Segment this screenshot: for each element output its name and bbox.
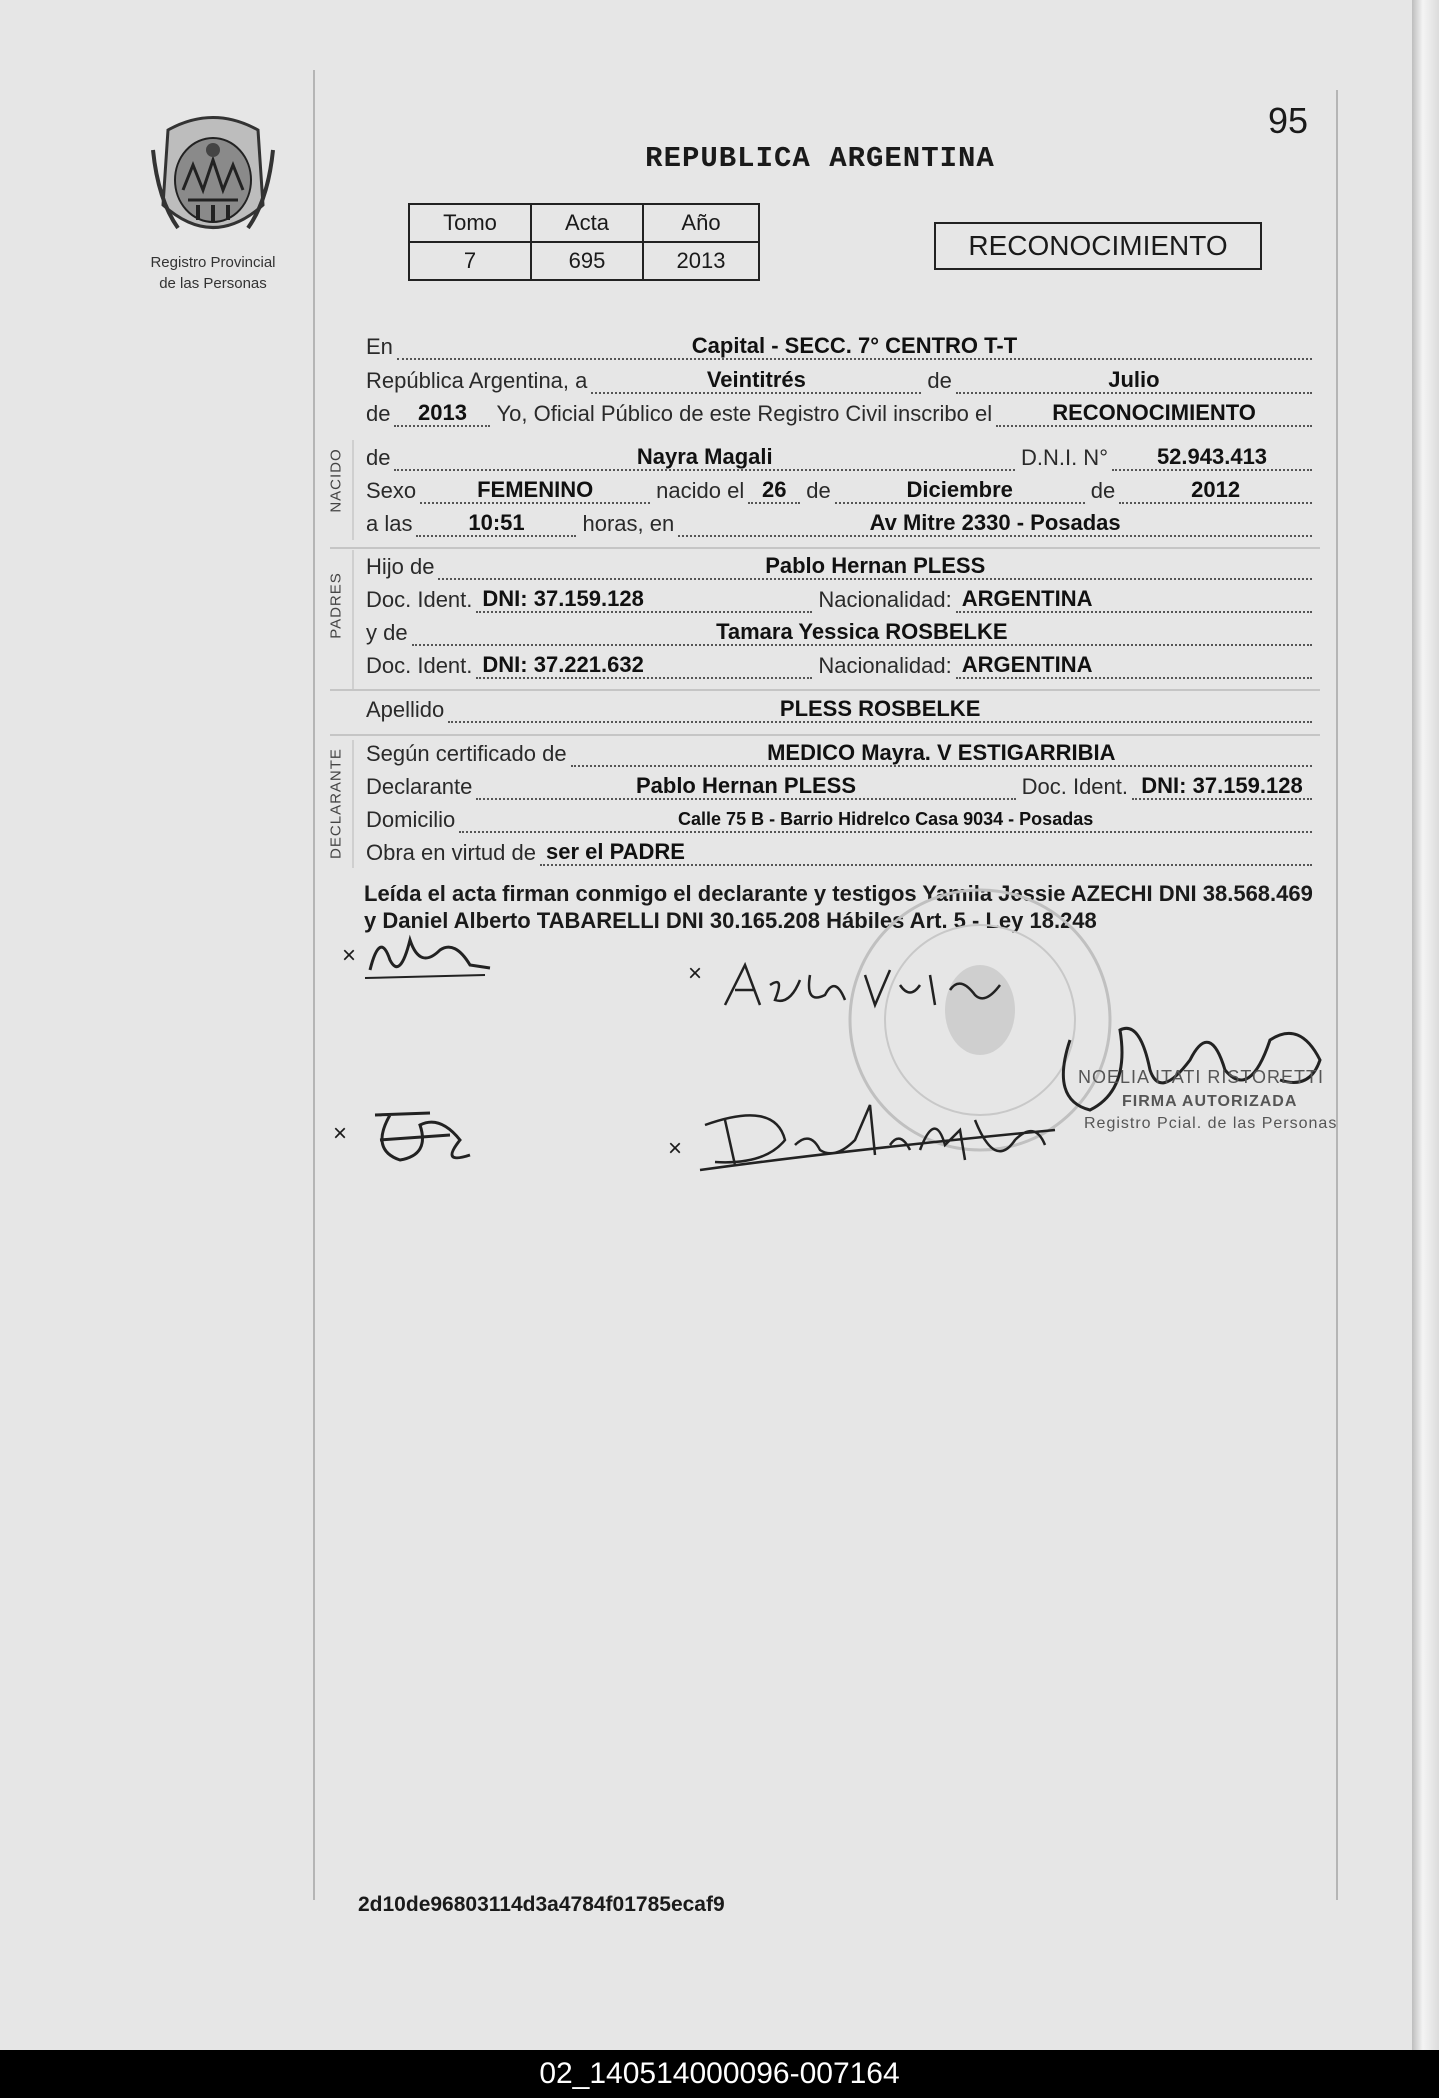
acto-value: RECONOCIMIENTO xyxy=(996,401,1312,427)
doc-label-2: Doc. Ident. xyxy=(366,653,473,678)
dni-value: 52.943.413 xyxy=(1112,445,1312,471)
de-label-3: de xyxy=(366,445,391,470)
hora-value: 10:51 xyxy=(416,511,576,537)
doc-label-1: Doc. Ident. xyxy=(366,587,473,612)
row-en xyxy=(366,330,1312,360)
right-margin-line xyxy=(1336,90,1338,1900)
row-certificado xyxy=(366,737,1312,767)
section-declarante: DECLARANTE xyxy=(327,748,345,859)
domicilio-value: Calle 75 B - Barrio Hidrelco Casa 9034 - Posadas xyxy=(459,807,1312,833)
stamp-organization: Registro Pcial. de las Personas xyxy=(1084,1115,1338,1132)
de-label-4: de xyxy=(806,478,831,503)
row-declarante xyxy=(366,770,1312,800)
footer-id-bar: 02_140514000096-007164 xyxy=(0,2050,1439,2098)
row-hora xyxy=(366,507,1312,537)
madre-value: Tamara Yessica ROSBELKE xyxy=(412,620,1312,646)
page-edge xyxy=(1412,0,1439,2050)
document-hash: 2d10de96803114d3a4784f01785ecaf9 xyxy=(358,1893,725,1916)
padre-doc: DNI: 37.159.128 xyxy=(476,587,812,613)
republica-label: República Argentina, a xyxy=(366,368,588,393)
madre-doc: DNI: 37.221.632 xyxy=(476,653,812,679)
nac-dia: 26 xyxy=(748,478,800,504)
row-domicilio xyxy=(366,803,1312,833)
lugar-value: Av Mitre 2330 - Posadas xyxy=(678,511,1312,537)
sexo-label: Sexo xyxy=(366,478,417,503)
oficial-text: Yo, Oficial Público de este Registro Civil inscribo el xyxy=(496,401,993,426)
de-label-5: de xyxy=(1090,478,1116,503)
nacido-bracket xyxy=(352,440,354,540)
nombre-value: Nayra Magali xyxy=(394,445,1014,471)
apellido-label: Apellido xyxy=(366,697,445,722)
left-margin-line xyxy=(313,70,315,1900)
obra-value: ser el PADRE xyxy=(540,840,1312,866)
acta-value: 695 xyxy=(531,242,643,280)
logo-caption-1: Registro Provincial xyxy=(150,254,276,271)
tomo-header: Tomo xyxy=(409,204,531,242)
row-nombre xyxy=(366,441,1312,471)
declarant-signature xyxy=(360,920,500,990)
de-label-2: de xyxy=(366,401,391,426)
declarante-doc: DNI: 37.159.128 xyxy=(1132,774,1312,800)
witness-1-signature xyxy=(715,955,1015,1025)
anio-value: 2013 xyxy=(643,242,759,280)
a-las-label: a las xyxy=(366,511,413,536)
logo-caption-2: de las Personas xyxy=(159,275,267,292)
padre-value: Pablo Hernan PLESS xyxy=(438,554,1312,580)
official-initials-signature xyxy=(360,1095,480,1175)
signature-mark-4: × xyxy=(668,1135,683,1162)
separator-3 xyxy=(330,734,1320,736)
sexo-value: FEMENINO xyxy=(420,478,650,504)
page-number: 95 xyxy=(1268,100,1309,141)
registry-logo xyxy=(138,110,288,290)
separator-2 xyxy=(330,689,1320,691)
row-apellido xyxy=(366,693,1312,723)
certificado-label: Según certificado de xyxy=(366,741,567,766)
stamp-official-role: FIRMA AUTORIZADA xyxy=(1122,1093,1298,1110)
acta-header: Acta xyxy=(531,204,643,242)
nac-mes: Diciembre xyxy=(835,478,1085,504)
declarante-bracket xyxy=(352,740,354,868)
nacido-label: nacido el xyxy=(656,478,745,503)
nacionalidad-label-1: Nacionalidad: xyxy=(818,587,952,612)
horas-en-label: horas, en xyxy=(582,511,675,536)
padres-bracket xyxy=(352,550,354,690)
hijo-label: Hijo de xyxy=(366,554,435,579)
row-obra xyxy=(366,836,1312,866)
padre-nac: ARGENTINA xyxy=(956,587,1312,613)
nacionalidad-label-2: Nacionalidad: xyxy=(818,653,952,678)
declarante-doc-label: Doc. Ident. xyxy=(1021,774,1128,799)
row-padre-doc xyxy=(366,583,1312,613)
document-title: REPUBLICA ARGENTINA xyxy=(645,142,995,175)
apellido-value: PLESS ROSBELKE xyxy=(448,697,1312,723)
de-label-1: de xyxy=(927,368,952,393)
dni-label: D.N.I. N° xyxy=(1020,445,1108,470)
signature-mark-1: × xyxy=(342,942,357,969)
row-republica xyxy=(366,364,1312,394)
act-type-box: RECONOCIMIENTO xyxy=(934,222,1262,270)
anio-header: Año xyxy=(643,204,759,242)
y-de-label: y de xyxy=(366,620,408,645)
anio-field: 2013 xyxy=(394,401,490,427)
certificado-value: MEDICO Mayra. V ESTIGARRIBIA xyxy=(571,741,1312,767)
tomo-value: 7 xyxy=(409,242,531,280)
section-nacido: NACIDO xyxy=(327,448,345,513)
row-hijo xyxy=(366,550,1312,580)
domicilio-label: Domicilio xyxy=(366,807,456,832)
dia-value: Veintitrés xyxy=(591,368,921,394)
en-label: En xyxy=(366,334,393,359)
separator-1 xyxy=(330,547,1320,549)
row-madre-doc xyxy=(366,649,1312,679)
declarante-label: Declarante xyxy=(366,774,473,799)
row-oficial xyxy=(366,397,1312,427)
obra-label: Obra en virtud de xyxy=(366,840,536,865)
stamp-official-name: NOELIA ITATI RISTORETTI xyxy=(1078,1067,1325,1087)
declarante-value: Pablo Hernan PLESS xyxy=(476,774,1015,800)
nac-anio: 2012 xyxy=(1119,478,1312,504)
registry-table xyxy=(408,203,760,281)
row-madre xyxy=(366,616,1312,646)
mes-value: Julio xyxy=(956,368,1312,394)
coat-of-arms-icon xyxy=(148,110,278,250)
section-padres: PADRES xyxy=(327,572,345,639)
signature-mark-3: × xyxy=(333,1120,348,1147)
closing-statement: Leída el acta firman conmigo el declarante y testigos Yamila Jessie AZECHI DNI 38.568.469 y Daniel Alberto TABARELLI DNI 30.165.208 Hábiles Art. 5 - Ley 18.248 xyxy=(364,881,1313,933)
row-sexo xyxy=(366,474,1312,504)
madre-nac: ARGENTINA xyxy=(956,653,1312,679)
en-value: Capital - SECC. 7° CENTRO T-T xyxy=(397,334,1312,360)
signature-mark-2: × xyxy=(688,960,703,987)
